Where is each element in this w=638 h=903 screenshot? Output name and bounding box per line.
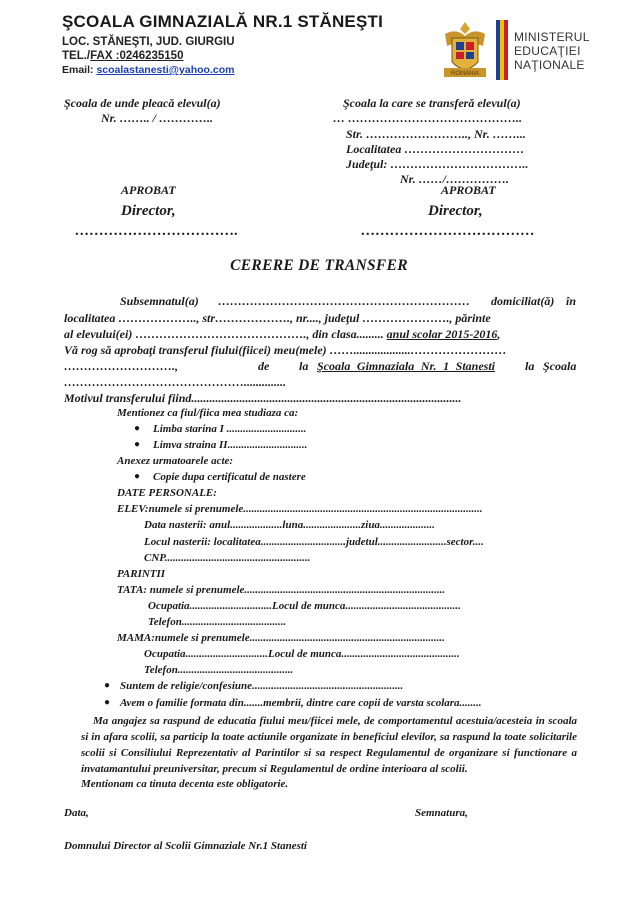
family-field: Avem o familie formata din.......membrii, dintre care copii de varsta scolara........ — [120, 697, 482, 709]
crest-label: ROMANIA — [450, 71, 480, 77]
from-word: de — [258, 359, 270, 373]
target-school-nr: Nr. ……/……………. — [400, 172, 510, 186]
school-email-line: Email: scoalastanesti@yahoo.com — [62, 64, 235, 76]
father-phone-field: Telefon...................................... — [148, 616, 287, 628]
foreign-language-1: Limba starina I ............................. — [153, 423, 307, 435]
destination-school-field: ……………………………………….............. — [64, 375, 286, 389]
school-phone-fax: TEL./FAX :0246235150 — [62, 50, 184, 62]
director-right-signature: ……………………………… — [361, 223, 535, 239]
addressee-line: Domnului Director al Scolii Gimnaziale Nr.1 Stanesti — [64, 840, 307, 852]
father-job-field: Ocupatia..............................Locul de munca.......................................... — [148, 600, 461, 612]
bullet-icon: ● — [134, 471, 141, 482]
approved-right: APROBAT — [441, 183, 496, 197]
target-school-locality: Localitatea ………………………… — [346, 142, 525, 156]
origin-school-title: Şcoala de unde pleacă elevul(a) — [64, 96, 221, 110]
languages-heading: Mentionez ca fiul/fiica mea studiaza ca: — [117, 407, 299, 419]
mother-job-field: Ocupatia..............................Locul de munca........................................... — [144, 648, 460, 660]
student-name-field: ELEV:numele si prenumele....................................................................................... — [117, 503, 483, 515]
cnp-field: CNP..................................................... — [144, 552, 311, 564]
mother-name-field: MAMA:numele si prenumele....................................................................... — [117, 632, 445, 644]
at-word: la — [299, 359, 309, 373]
religion-field: Suntem de religie/confesiune....................................................... — [120, 680, 404, 692]
applicant-name-field: ……………………………………………………… — [218, 294, 470, 308]
bullet-icon: ● — [134, 423, 141, 434]
child-name-field: ………………………., — [64, 359, 178, 373]
target-school-name: … …………………………………….. — [333, 111, 522, 125]
director-left-signature: ……………………………. — [75, 223, 239, 239]
director-left-label: Director, — [121, 203, 176, 219]
address-line: localitatea ……………….., str………………., nr...., judeţul …………………., părinte — [64, 311, 491, 325]
bullet-icon: ● — [104, 680, 111, 691]
ministry-crest-icon — [438, 20, 492, 82]
domicile-in: în — [566, 294, 577, 308]
date-label: Data, — [64, 807, 89, 819]
to-word: la — [525, 359, 535, 373]
parents-heading: PARINTII — [117, 568, 166, 580]
applicant-label: Subsemnatul(a) — [120, 294, 199, 308]
commitment-paragraph: Ma angajez sa raspund de educatia fiului meu/fiicei mele, de comportamentul acestuia/acesteia in scoala si in afara scolii, sa particip la toate actiunile organizate in beneficiul elevilor, sa raspund la toate solicitarile scolii si Consiliului Reprezentativ al Parintilor si sa respect Regulamentul de organizare si functionare a invatamantului preuniversitar, precum si Regulamentul de ordine interioara al scolii. — [81, 715, 577, 775]
birth-place-field: Locul nasterii: localitatea...............................judetul.........................sector.... — [144, 536, 484, 548]
mother-phone-field: Telefon.......................................... — [144, 664, 294, 676]
current-school-name: Şcoala Gimnaziala Nr. 1 Stanesti — [317, 359, 495, 373]
father-name-field: TATA: numele si prenumele......................................................................... — [117, 584, 446, 596]
document-title: CERERE DE TRANSFER — [230, 257, 408, 274]
approved-left: APROBAT — [121, 183, 176, 197]
target-school-county: Judeţul: …………………………….. — [346, 157, 529, 171]
target-school-title: Şcoala la care se transferă elevul(a) — [343, 96, 521, 110]
ministry-name: MINISTERUL EDUCAŢIEI NAŢIONALE — [514, 30, 590, 72]
bullet-icon: ● — [134, 439, 141, 450]
domicile-label: domiciliat(ă) — [491, 294, 555, 308]
school-name: ŞCOALA GIMNAZIALĂ NR.1 STĂNEŞTI — [62, 12, 384, 31]
student-class-line: al elevului(ei) ……………………………………., din clasa......... anul scolar 2015-2016, — [64, 327, 501, 341]
attachments-heading: Anexez urmatoarele acte: — [117, 455, 234, 467]
foreign-language-2: Limva straina II............................. — [153, 439, 308, 451]
signature-label: Semnatura, — [415, 807, 468, 819]
target-school-street: Str. …………………….., Nr. ……... — [346, 127, 526, 141]
approval-request-line: Vă rog să aprobaţi transferul fiului(fiicei) meu(mele) ……...................…………………… — [64, 343, 507, 357]
origin-school-nr: Nr. …….. / ………….. — [101, 111, 214, 125]
school-year: anul scolar 2015-2016 — [386, 327, 498, 341]
personal-data-heading: DATE PERSONALE: — [117, 487, 217, 499]
birth-date-field: Data nasterii: anul...................luna.....................ziua.................... — [144, 519, 435, 531]
flag-stripe-red — [504, 20, 508, 80]
school-email-link[interactable]: scoalastanesti@yahoo.com — [96, 64, 235, 76]
attachment-birth-certificate: Copie dupa certificatul de nastere — [153, 471, 306, 483]
director-right-label: Director, — [428, 203, 483, 219]
dress-code-note: Mentionam ca tinuta decenta este obligatorie. — [81, 778, 289, 790]
school-location: LOC. STĂNEŞTI, JUD. GIURGIU — [62, 36, 235, 48]
bullet-icon: ● — [104, 697, 111, 708]
transfer-reason: Motivul transferului fiind.......................................................................................... — [64, 391, 462, 405]
school-word: Şcoala — [543, 359, 577, 373]
